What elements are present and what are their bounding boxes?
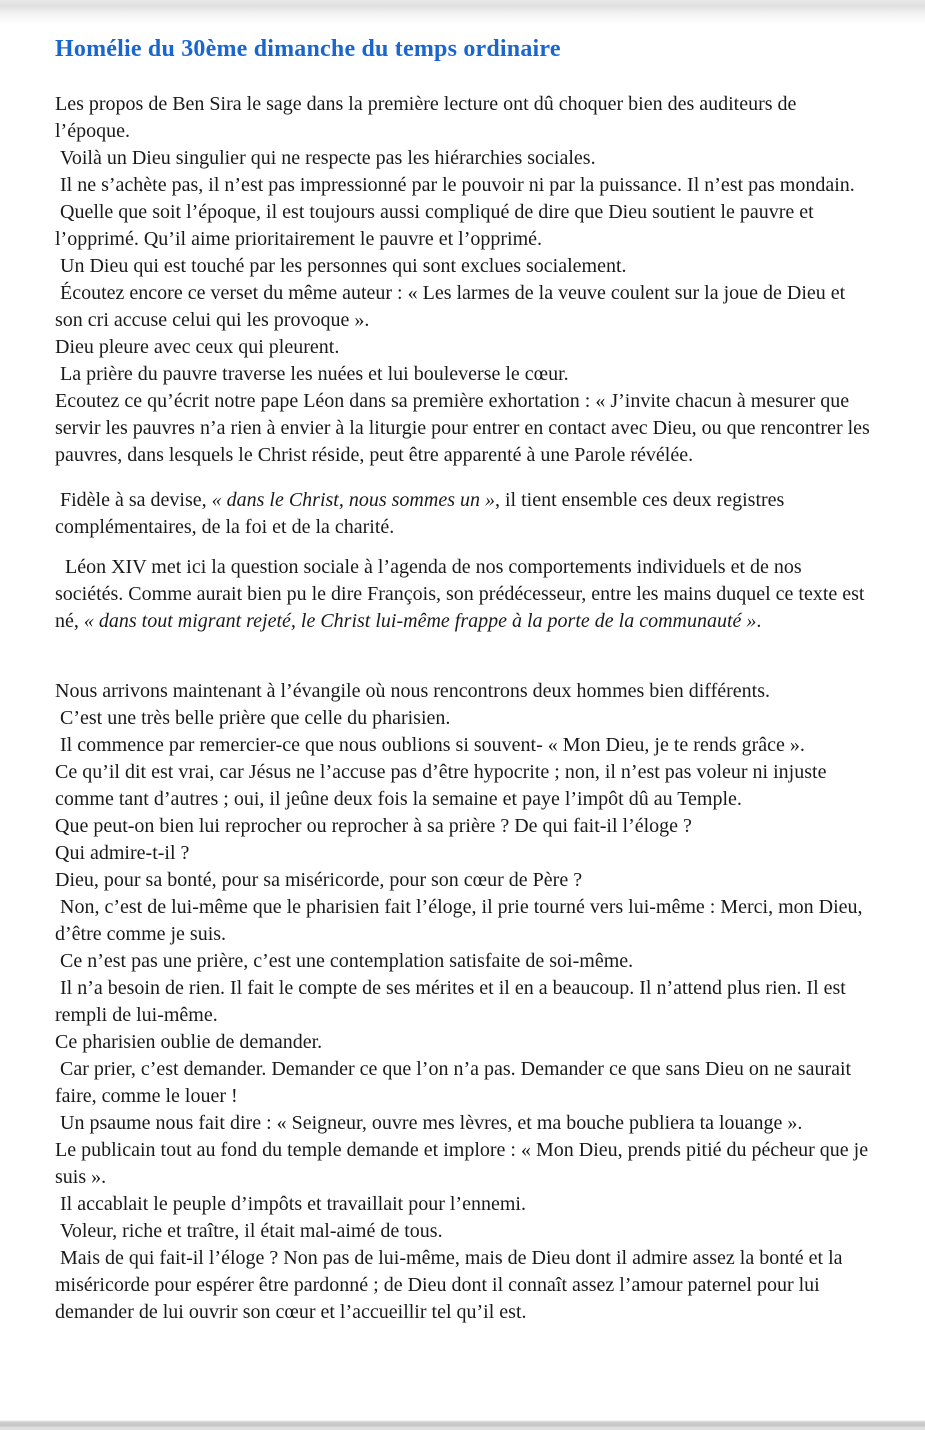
paragraph bbox=[55, 894, 873, 948]
text-segment: Qui admire-t-il ? bbox=[55, 842, 190, 864]
paragraph bbox=[55, 334, 873, 361]
text-section bbox=[55, 91, 873, 469]
text-segment: , il tient ensemble ces deux registres complémentaires, de la foi et de la charité. bbox=[55, 489, 790, 538]
paragraph bbox=[55, 1137, 873, 1191]
paragraph bbox=[55, 487, 873, 541]
text-segment: Ecoutez ce qu’écrit notre pape Léon dans sa première exhortation : « J’invite chacun à mesurer que servir les pauvres n’a rien à envier à la liturgie pour entrer en contact avec Dieu, ou que rencontrer les pauvres, dans lesquels le Christ réside, peut être apparenté à une Parole révélée. bbox=[55, 390, 875, 466]
paragraph bbox=[55, 172, 873, 199]
text-segment: Les propos de Ben Sira le sage dans la première lecture ont dû choquer bien des auditeurs de l’époque. bbox=[55, 93, 802, 142]
text-segment: Dieu pleure avec ceux qui pleurent. bbox=[55, 336, 340, 358]
paragraph bbox=[55, 1110, 873, 1137]
text-segment: Un Dieu qui est touché par les personnes qui sont exclues socialement. bbox=[55, 255, 627, 277]
paragraph bbox=[55, 1245, 873, 1326]
paragraph bbox=[55, 867, 873, 894]
text-segment: . bbox=[756, 610, 762, 632]
text-segment: Il ne s’achète pas, il n’est pas impressionné par le pouvoir ni par la puissance. Il n’est pas mondain. bbox=[55, 174, 855, 196]
paragraph bbox=[55, 145, 873, 172]
paragraph bbox=[55, 1218, 873, 1245]
paragraph bbox=[55, 91, 873, 145]
text-segment: Il accablait le peuple d’impôts et travaillait pour l’ennemi. bbox=[55, 1193, 526, 1215]
paragraph bbox=[55, 732, 873, 759]
text-segment: C’est une très belle prière que celle du pharisien. bbox=[55, 707, 451, 729]
text-segment: Écoutez encore ce verset du même auteur : « Les larmes de la veuve coulent sur la joue de Dieu et son cri accuse celui qui les provoque ». bbox=[55, 282, 851, 331]
text-segment: Il commence par remercier-ce que nous oublions si souvent- « Mon Dieu, je te rends grâce ». bbox=[55, 734, 805, 756]
paragraph bbox=[55, 554, 873, 635]
document-body bbox=[55, 91, 873, 1326]
text-segment: Non, c’est de lui-même que le pharisien fait l’éloge, il prie tourné vers lui-même : Merci, mon Dieu, d’être comme je suis. bbox=[55, 896, 868, 945]
text-section bbox=[55, 554, 873, 635]
text-segment: Léon XIV met ici la question sociale à l’agenda de nos comportements individuels et de nos sociétés. Comme aurait bien pu le dire François, son prédécesseur, entre les mains duquel ce texte est né, bbox=[55, 556, 870, 632]
text-segment: Car prier, c’est demander. Demander ce que l’on n’a pas. Demander ce que sans Dieu on ne saurait faire, comme le louer ! bbox=[55, 1058, 857, 1107]
text-section bbox=[55, 678, 873, 1326]
text-segment: Ce n’est pas une prière, c’est une contemplation satisfaite de soi-même. bbox=[55, 950, 634, 972]
text-segment: Le publicain tout au fond du temple demande et implore : « Mon Dieu, prends pitié du pécheur que je suis ». bbox=[55, 1139, 874, 1188]
paragraph bbox=[55, 1056, 873, 1110]
text-segment: Fidèle à sa devise, bbox=[55, 489, 212, 511]
paragraph bbox=[55, 813, 873, 840]
paragraph bbox=[55, 253, 873, 280]
text-segment: Nous arrivons maintenant à l’évangile où nous rencontrons deux hommes bien différents. bbox=[55, 680, 771, 702]
page-top-shadow bbox=[0, 0, 925, 24]
paragraph bbox=[55, 199, 873, 253]
text-segment: Voleur, riche et traître, il était mal-aimé de tous. bbox=[55, 1220, 443, 1242]
text-segment: Un psaume nous fait dire : « Seigneur, ouvre mes lèvres, et ma bouche publiera ta louange ». bbox=[55, 1112, 803, 1134]
paragraph bbox=[55, 1029, 873, 1056]
italic-quote: « dans le Christ, nous sommes un » bbox=[211, 489, 495, 511]
paragraph bbox=[55, 840, 873, 867]
italic-quote: « dans tout migrant rejeté, le Christ lui-même frappe à la porte de la communauté » bbox=[83, 610, 757, 632]
text-segment: Voilà un Dieu singulier qui ne respecte pas les hiérarchies sociales. bbox=[55, 147, 596, 169]
text-segment: Ce qu’il dit est vrai, car Jésus ne l’accuse pas d’être hypocrite ; non, il n’est pas voleur ni injuste comme tant d’autres ; oui, il jeûne deux fois la semaine et paye l’impôt dû au Temple. bbox=[55, 761, 832, 810]
text-segment: Que peut-on bien lui reprocher ou reprocher à sa prière ? De qui fait-il l’éloge ? bbox=[55, 815, 692, 837]
paragraph bbox=[55, 975, 873, 1029]
text-segment: La prière du pauvre traverse les nuées et lui bouleverse le cœur. bbox=[55, 363, 569, 385]
paragraph bbox=[55, 1191, 873, 1218]
document-content bbox=[55, 34, 873, 1326]
paragraph bbox=[55, 705, 873, 732]
paragraph bbox=[55, 280, 873, 334]
text-segment: Mais de qui fait-il l’éloge ? Non pas de lui-même, mais de Dieu dont il admire assez la bonté et la miséricorde pour espérer être pardonné ; de Dieu dont il connaît assez l’amour paternel pour lui demander de lui ouvrir son cœur et l’accueillir tel qu’il est. bbox=[55, 1247, 848, 1323]
text-segment: Dieu, pour sa bonté, pour sa miséricorde, pour son cœur de Père ? bbox=[55, 869, 583, 891]
paragraph bbox=[55, 678, 873, 705]
paragraph bbox=[55, 388, 873, 469]
paragraph bbox=[55, 948, 873, 975]
text-segment: Quelle que soit l’époque, il est toujours aussi compliqué de dire que Dieu soutient le pauvre et l’opprimé. Qu’il aime prioritairement le pauvre et l’opprimé. bbox=[55, 201, 819, 250]
page-bottom-border bbox=[0, 1420, 925, 1430]
text-segment: Ce pharisien oublie de demander. bbox=[55, 1031, 323, 1053]
text-section bbox=[55, 487, 873, 541]
text-segment: Il n’a besoin de rien. Il fait le compte de ses mérites et il en a beaucoup. Il n’attend plus rien. Il est rempli de lui-même. bbox=[55, 977, 851, 1026]
paragraph bbox=[55, 361, 873, 388]
page-title: Homélie du 30ème dimanche du temps ordinaire bbox=[55, 36, 561, 62]
paragraph bbox=[55, 759, 873, 813]
